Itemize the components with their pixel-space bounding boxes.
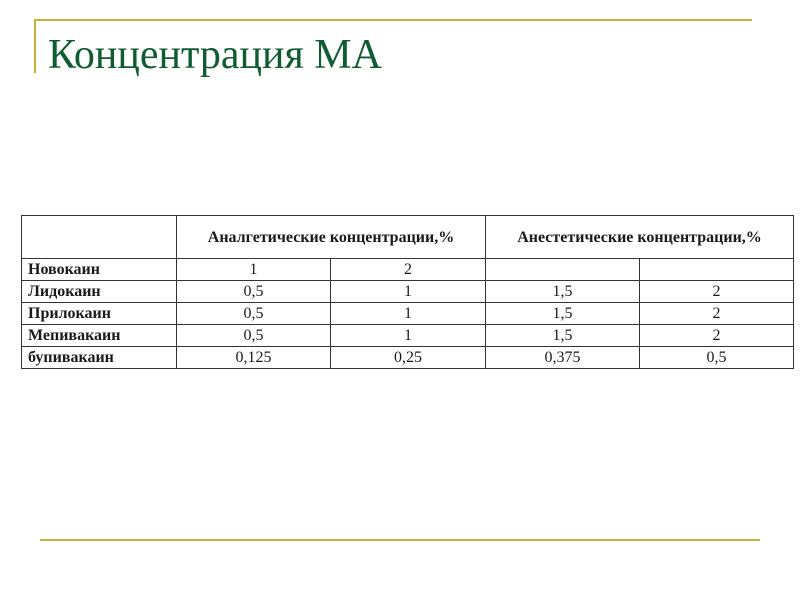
drug-name: Лидокаин: [22, 281, 177, 303]
value-cell: 0,125: [177, 347, 331, 369]
value-cell: 0,5: [177, 325, 331, 347]
table-row: [22, 303, 794, 325]
analgesic-header: Аналгетические концентрации,%: [177, 216, 486, 259]
value-cell: 2: [640, 325, 794, 347]
value-cell: 0,5: [177, 303, 331, 325]
value-cell: 1: [331, 303, 486, 325]
value-cell: 0,5: [177, 281, 331, 303]
value-cell: 0,25: [331, 347, 486, 369]
value-cell: 1,5: [486, 325, 640, 347]
value-cell: 0,5: [640, 347, 794, 369]
drug-name: Новокаин: [22, 259, 177, 281]
value-cell: [486, 259, 640, 281]
table-header-row: [22, 216, 794, 259]
value-cell: 2: [331, 259, 486, 281]
table-row: [22, 281, 794, 303]
value-cell: [640, 259, 794, 281]
value-cell: 2: [640, 281, 794, 303]
value-cell: 1: [177, 259, 331, 281]
value-cell: 1: [331, 281, 486, 303]
value-cell: 1,5: [486, 303, 640, 325]
top-accent-line: [34, 19, 752, 21]
table-row: [22, 347, 794, 369]
table-row: [22, 259, 794, 281]
bottom-accent-line: [40, 539, 760, 541]
value-cell: 1: [331, 325, 486, 347]
concentration-table: [21, 215, 794, 369]
left-accent-line: [34, 19, 36, 73]
drug-name: Мепивакаин: [22, 325, 177, 347]
value-cell: 1,5: [486, 281, 640, 303]
drug-name: Прилокаин: [22, 303, 177, 325]
drug-name: бупивакаин: [22, 347, 177, 369]
empty-corner-cell: [22, 216, 177, 259]
anesthetic-header: Анестетические концентрации,%: [486, 216, 794, 259]
value-cell: 2: [640, 303, 794, 325]
table-row: [22, 325, 794, 347]
slide-title: Концентрация МА: [48, 32, 382, 78]
value-cell: 0,375: [486, 347, 640, 369]
